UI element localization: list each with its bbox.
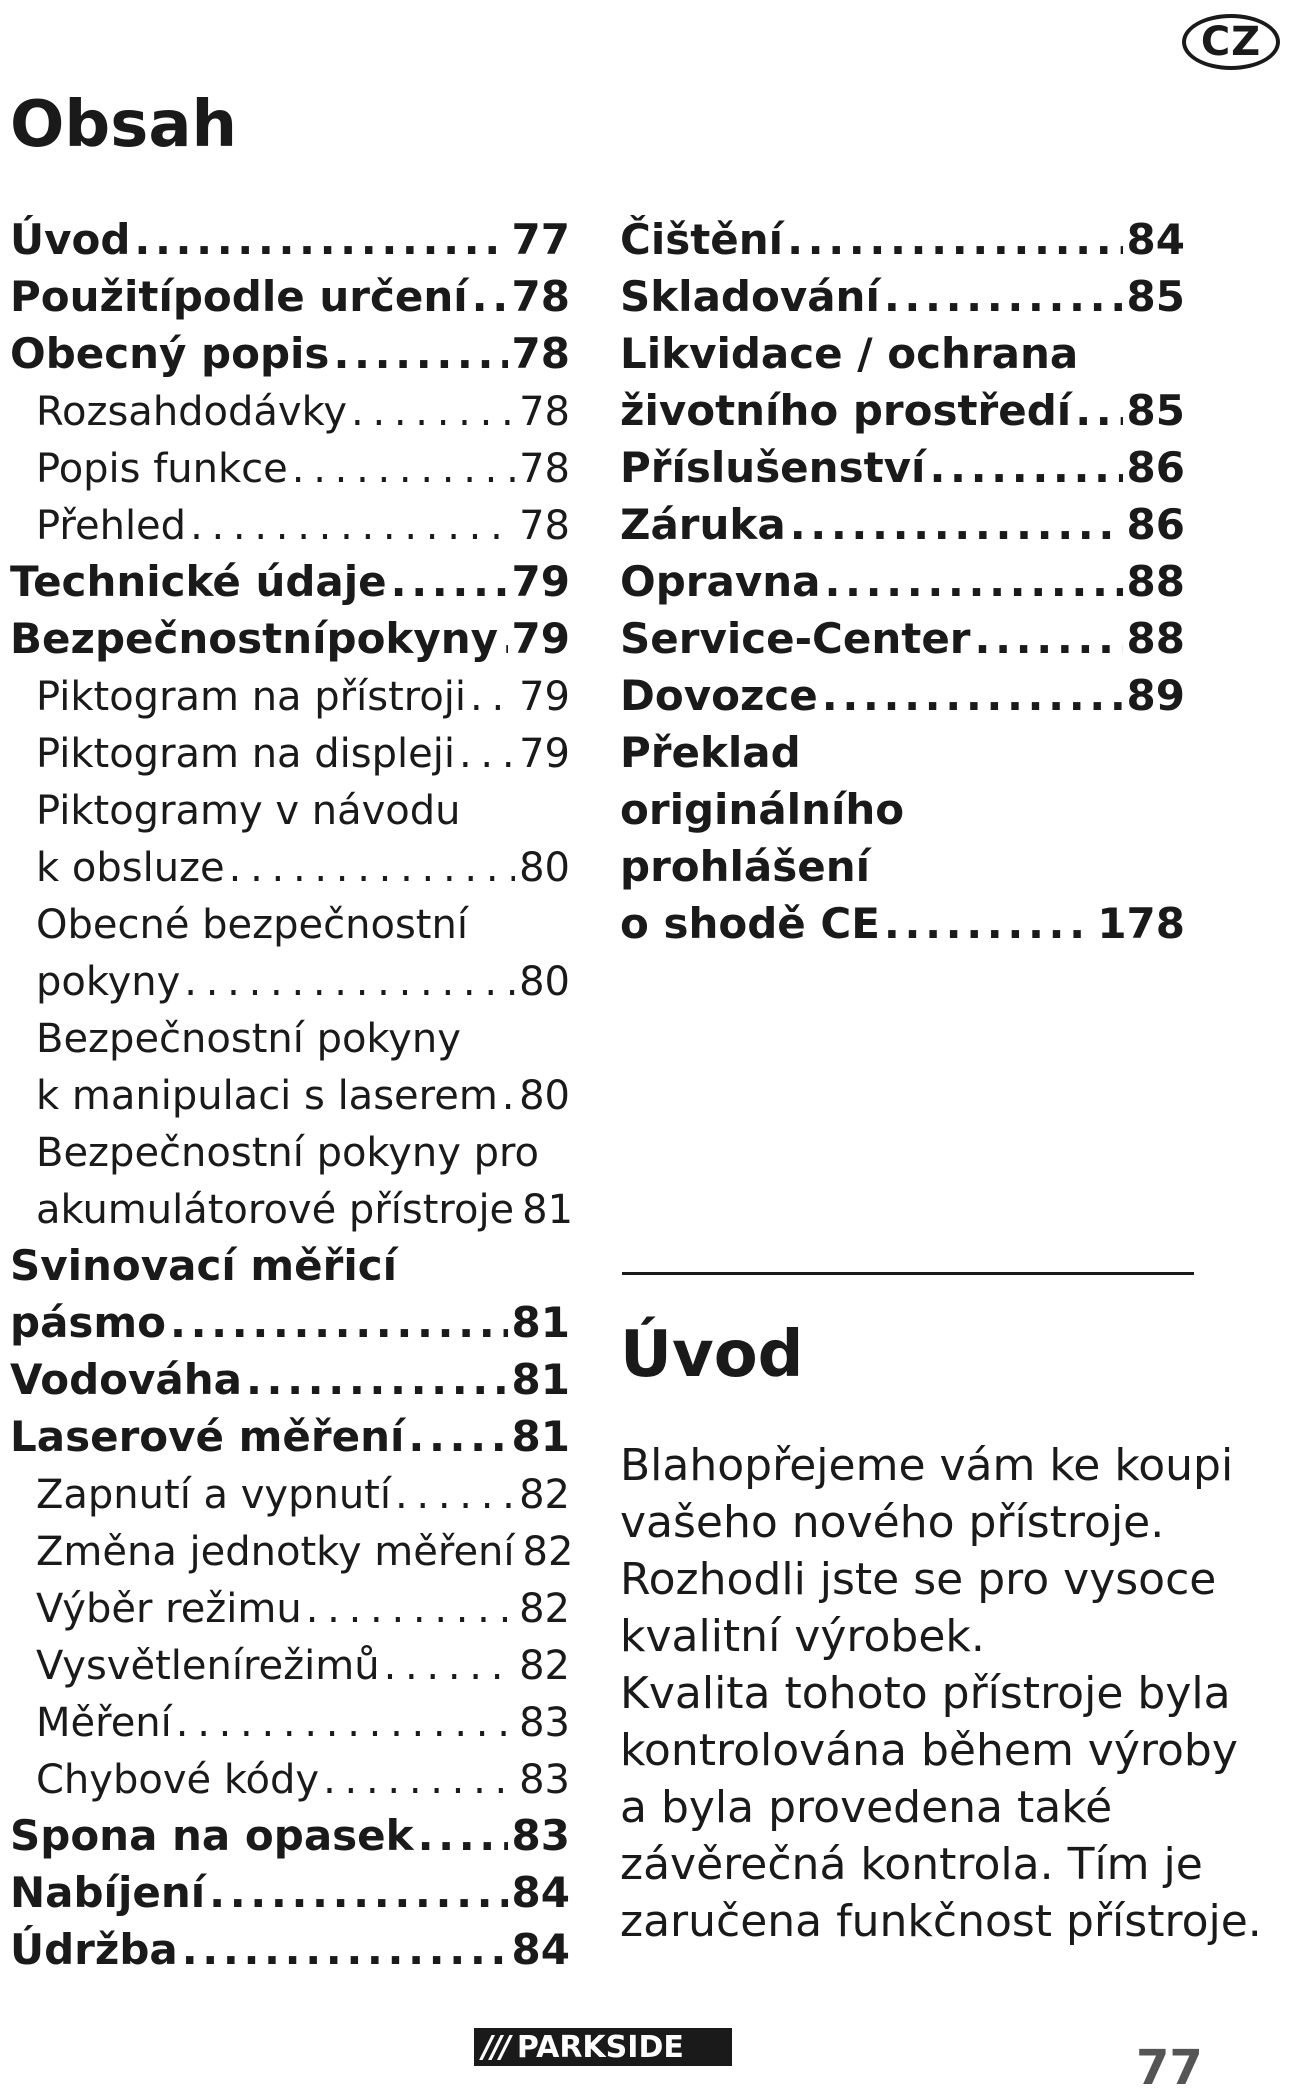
toc-entry — [620, 899, 1185, 956]
toc-entry — [620, 500, 1185, 557]
toc-entry-page: 79 — [511, 614, 570, 663]
intro-line: Blahopřejeme vám ke koupi — [620, 1440, 1234, 1491]
toc-entry — [10, 728, 570, 785]
toc-entry-label: Bezpečnostní pokyny — [36, 1016, 461, 1062]
toc-leader-dots — [184, 959, 515, 1005]
toc-entry-page: 80 — [519, 959, 570, 1005]
toc-entry — [10, 215, 570, 272]
toc-entry — [620, 329, 1185, 386]
toc-leader-dots — [306, 1586, 515, 1632]
toc-leader-dots — [323, 1757, 515, 1803]
toc-entry-label: Vysvětlenírežimů — [36, 1643, 380, 1689]
toc-entry-page: 82 — [519, 1643, 570, 1689]
toc-entry — [10, 272, 570, 329]
toc-entry-label: Opravna — [620, 557, 821, 606]
toc-leader-dots — [292, 446, 515, 492]
toc-entry-page: 82 — [519, 1586, 570, 1632]
toc-entry-label: životního prostředí — [620, 386, 1072, 435]
toc-entry-label: o shodě CE — [620, 899, 880, 948]
toc-entry-label: Výběr režimu — [36, 1586, 302, 1632]
toc-entry — [10, 1868, 570, 1925]
toc-entry-label: Rozsahdodávky — [36, 389, 348, 435]
toc-leader-dots — [470, 674, 515, 720]
toc-leader-dots — [884, 899, 1093, 948]
toc-entry — [10, 1697, 570, 1754]
toc-leader-dots — [502, 1073, 515, 1119]
toc-entry — [620, 842, 1185, 899]
toc-entry — [10, 443, 570, 500]
toc-entry-label: Piktogramy v návodu — [36, 788, 461, 834]
toc-entry — [10, 329, 570, 386]
toc-entry — [10, 1070, 570, 1127]
toc-leader-dots — [790, 500, 1123, 549]
section-divider — [622, 1272, 1194, 1275]
toc-entry-page: 83 — [519, 1757, 570, 1803]
toc-entry — [10, 1583, 570, 1640]
toc-leader-dots — [418, 1811, 508, 1860]
toc-entry — [10, 1127, 570, 1184]
toc-entry — [10, 899, 570, 956]
toc-entry-label: Měření — [36, 1700, 172, 1746]
toc-leader-dots — [170, 1298, 508, 1347]
toc-entry-page: 89 — [1126, 671, 1185, 720]
toc-entry — [620, 614, 1185, 671]
toc-entry-label: Piktogram na přístroji — [36, 674, 467, 720]
toc-entry — [10, 1013, 570, 1070]
intro-line: vašeho nového přístroje. — [620, 1497, 1165, 1548]
toc-leader-dots — [884, 272, 1123, 321]
toc-entry — [10, 1355, 570, 1412]
toc-entry — [620, 443, 1185, 500]
section-heading: Úvod — [620, 1318, 804, 1392]
toc-entry-page: 78 — [519, 389, 570, 435]
intro-line: Rozhodli jste se pro vysoce — [620, 1554, 1217, 1605]
toc-entry — [620, 557, 1185, 614]
toc-entry-page: 82 — [519, 1472, 570, 1518]
toc-entry-page: 84 — [511, 1868, 570, 1917]
toc-entry-label: Spona na opasek — [10, 1811, 414, 1860]
toc-entry-label: Použitípodle určení — [10, 272, 468, 321]
toc-entry — [10, 614, 570, 671]
toc-entry-label: Údržba — [10, 1925, 178, 1974]
toc-entry — [10, 500, 570, 557]
toc-entry-label: prohlášení — [620, 842, 871, 891]
toc-leader-dots — [209, 1868, 507, 1917]
toc-leader-dots — [822, 671, 1123, 720]
page-title: Obsah — [10, 88, 238, 162]
parkside-logo — [474, 2028, 732, 2066]
toc-entry-page: 78 — [519, 446, 570, 492]
toc-leader-dots — [176, 1700, 515, 1746]
toc-entry-label: Nabíjení — [10, 1868, 206, 1917]
toc-entry — [10, 1925, 570, 1982]
toc-entry — [10, 1412, 570, 1469]
toc-entry-page: 81 — [522, 1187, 574, 1233]
toc-entry-label: Bezpečnostnípokyny — [10, 614, 499, 663]
toc-entry-page: 82 — [522, 1529, 574, 1575]
toc-entry-page: 178 — [1097, 899, 1185, 948]
toc-entry-page: 88 — [1126, 557, 1185, 606]
toc-leader-dots — [229, 845, 515, 891]
toc-entry-label: pokyny — [36, 959, 181, 1005]
toc-entry — [620, 728, 1185, 785]
toc-entry-label: Příslušenství — [620, 443, 926, 492]
toc-entry-page: 78 — [511, 329, 570, 378]
toc-entry — [10, 1469, 570, 1526]
toc-entry-page: 81 — [511, 1412, 570, 1461]
logo-slashes: /// — [482, 2029, 509, 2065]
toc-entry — [10, 785, 570, 842]
intro-line: kontrolována během výroby — [620, 1725, 1238, 1776]
toc-entry — [10, 1640, 570, 1697]
toc-leader-dots — [391, 557, 508, 606]
toc-leader-dots — [502, 614, 508, 663]
toc-entry-page: 79 — [519, 674, 570, 720]
page-number: 77 — [1136, 2040, 1203, 2096]
logo-text: PARKSIDE — [516, 2029, 684, 2065]
toc-entry-label: Technické údaje — [10, 557, 387, 606]
toc-entry-page: 85 — [1126, 272, 1185, 321]
toc-leader-dots — [395, 1472, 515, 1518]
intro-line: Kvalita tohoto přístroje byla — [620, 1668, 1231, 1719]
toc-entry-label: Likvidace / ochrana — [620, 329, 1079, 378]
toc-entry-label: pásmo — [10, 1298, 167, 1347]
toc-entry-label: originálního — [620, 785, 905, 834]
toc-entry-page: 79 — [511, 557, 570, 606]
toc-entry-label: Zapnutí a vypnutí — [36, 1472, 391, 1518]
intro-line: zaručena funkčnost přístroje. — [620, 1896, 1262, 1947]
toc-entry-label: Dovozce — [620, 671, 818, 720]
intro-line: kvalitní výrobek. — [620, 1611, 985, 1662]
toc-leader-dots — [824, 557, 1122, 606]
toc-entry — [10, 1241, 570, 1298]
toc-entry-label: Záruka — [620, 500, 786, 549]
toc-entry-page: 79 — [519, 731, 570, 777]
toc-entry-page: 83 — [511, 1811, 570, 1860]
toc-entry — [620, 671, 1185, 728]
toc-entry — [620, 785, 1185, 842]
language-badge: CZ — [1182, 14, 1280, 70]
toc-entry — [620, 215, 1185, 272]
toc-entry — [10, 956, 570, 1013]
intro-paragraph — [620, 1440, 1262, 1953]
toc-entry — [10, 1811, 570, 1868]
toc-leader-dots — [351, 389, 515, 435]
toc-entry-page: 81 — [511, 1298, 570, 1347]
toc-entry — [10, 1526, 574, 1583]
toc-leader-dots — [134, 215, 507, 264]
toc-entry-page: 84 — [511, 1925, 570, 1974]
toc-entry-label: Popis funkce — [36, 446, 288, 492]
toc-entry-label: Přehled — [36, 503, 187, 549]
toc-entry-label: Laserové měření — [10, 1412, 405, 1461]
toc-entry — [10, 1298, 570, 1355]
toc-entry-label: Service-Center — [620, 614, 971, 663]
toc-entry-page: 78 — [519, 503, 570, 549]
toc-entry — [10, 842, 570, 899]
toc-leader-dots — [333, 329, 507, 378]
toc-entry-label: akumulátorové přístroje — [36, 1187, 515, 1233]
toc-leader-dots — [408, 1412, 507, 1461]
toc-entry-label: Skladování — [620, 272, 880, 321]
toc-entry-label: k obsluze — [36, 845, 225, 891]
toc-entry-page: 86 — [1126, 443, 1185, 492]
toc-entry — [10, 557, 570, 614]
toc-entry-label: Úvod — [10, 215, 131, 264]
toc-leader-dots — [975, 614, 1123, 663]
toc-entry-page: 81 — [511, 1355, 570, 1404]
toc-entry — [10, 671, 570, 728]
toc-leader-dots — [472, 272, 508, 321]
toc-left-column — [10, 215, 574, 1982]
toc-entry-label: Piktogram na displeji — [36, 731, 455, 777]
toc-leader-dots — [787, 215, 1122, 264]
toc-leader-dots — [1075, 386, 1122, 435]
toc-entry-page: 78 — [511, 272, 570, 321]
toc-entry-label: Chybové kódy — [36, 1757, 320, 1803]
toc-entry — [10, 1184, 574, 1241]
toc-entry-page: 80 — [519, 845, 570, 891]
toc-entry-page: 80 — [519, 1073, 570, 1119]
toc-entry-label: Obecný popis — [10, 329, 330, 378]
toc-entry-page: 77 — [511, 215, 570, 264]
toc-entry-label: Svinovací měřicí — [10, 1241, 398, 1290]
toc-entry — [620, 272, 1185, 329]
toc-leader-dots — [929, 443, 1122, 492]
toc-leader-dots — [459, 731, 515, 777]
toc-entry-page: 85 — [1126, 386, 1185, 435]
toc-leader-dots — [246, 1355, 508, 1404]
toc-entry — [10, 386, 570, 443]
toc-entry — [620, 386, 1185, 443]
toc-entry-label: Vodováha — [10, 1355, 242, 1404]
toc-entry-page: 83 — [519, 1700, 570, 1746]
toc-leader-dots — [384, 1643, 516, 1689]
intro-line: závěrečná kontrola. Tím je — [620, 1839, 1203, 1890]
toc-entry — [10, 1754, 570, 1811]
toc-entry-label: Čištění — [620, 215, 784, 264]
toc-entry-label: Obecné bezpečnostní — [36, 902, 468, 948]
toc-entry-label: k manipulaci s laserem — [36, 1073, 498, 1119]
toc-entry-page: 84 — [1126, 215, 1185, 264]
toc-entry-label: Překlad — [620, 728, 801, 777]
toc-right-column — [620, 215, 1185, 956]
toc-entry-page: 86 — [1126, 500, 1185, 549]
toc-entry-page: 88 — [1126, 614, 1185, 663]
toc-leader-dots — [190, 503, 515, 549]
toc-leader-dots — [182, 1925, 508, 1974]
toc-entry-label: Změna jednotky měření — [36, 1529, 515, 1575]
toc-entry-label: Bezpečnostní pokyny pro — [36, 1130, 540, 1176]
intro-line: a byla provedena také — [620, 1782, 1113, 1833]
